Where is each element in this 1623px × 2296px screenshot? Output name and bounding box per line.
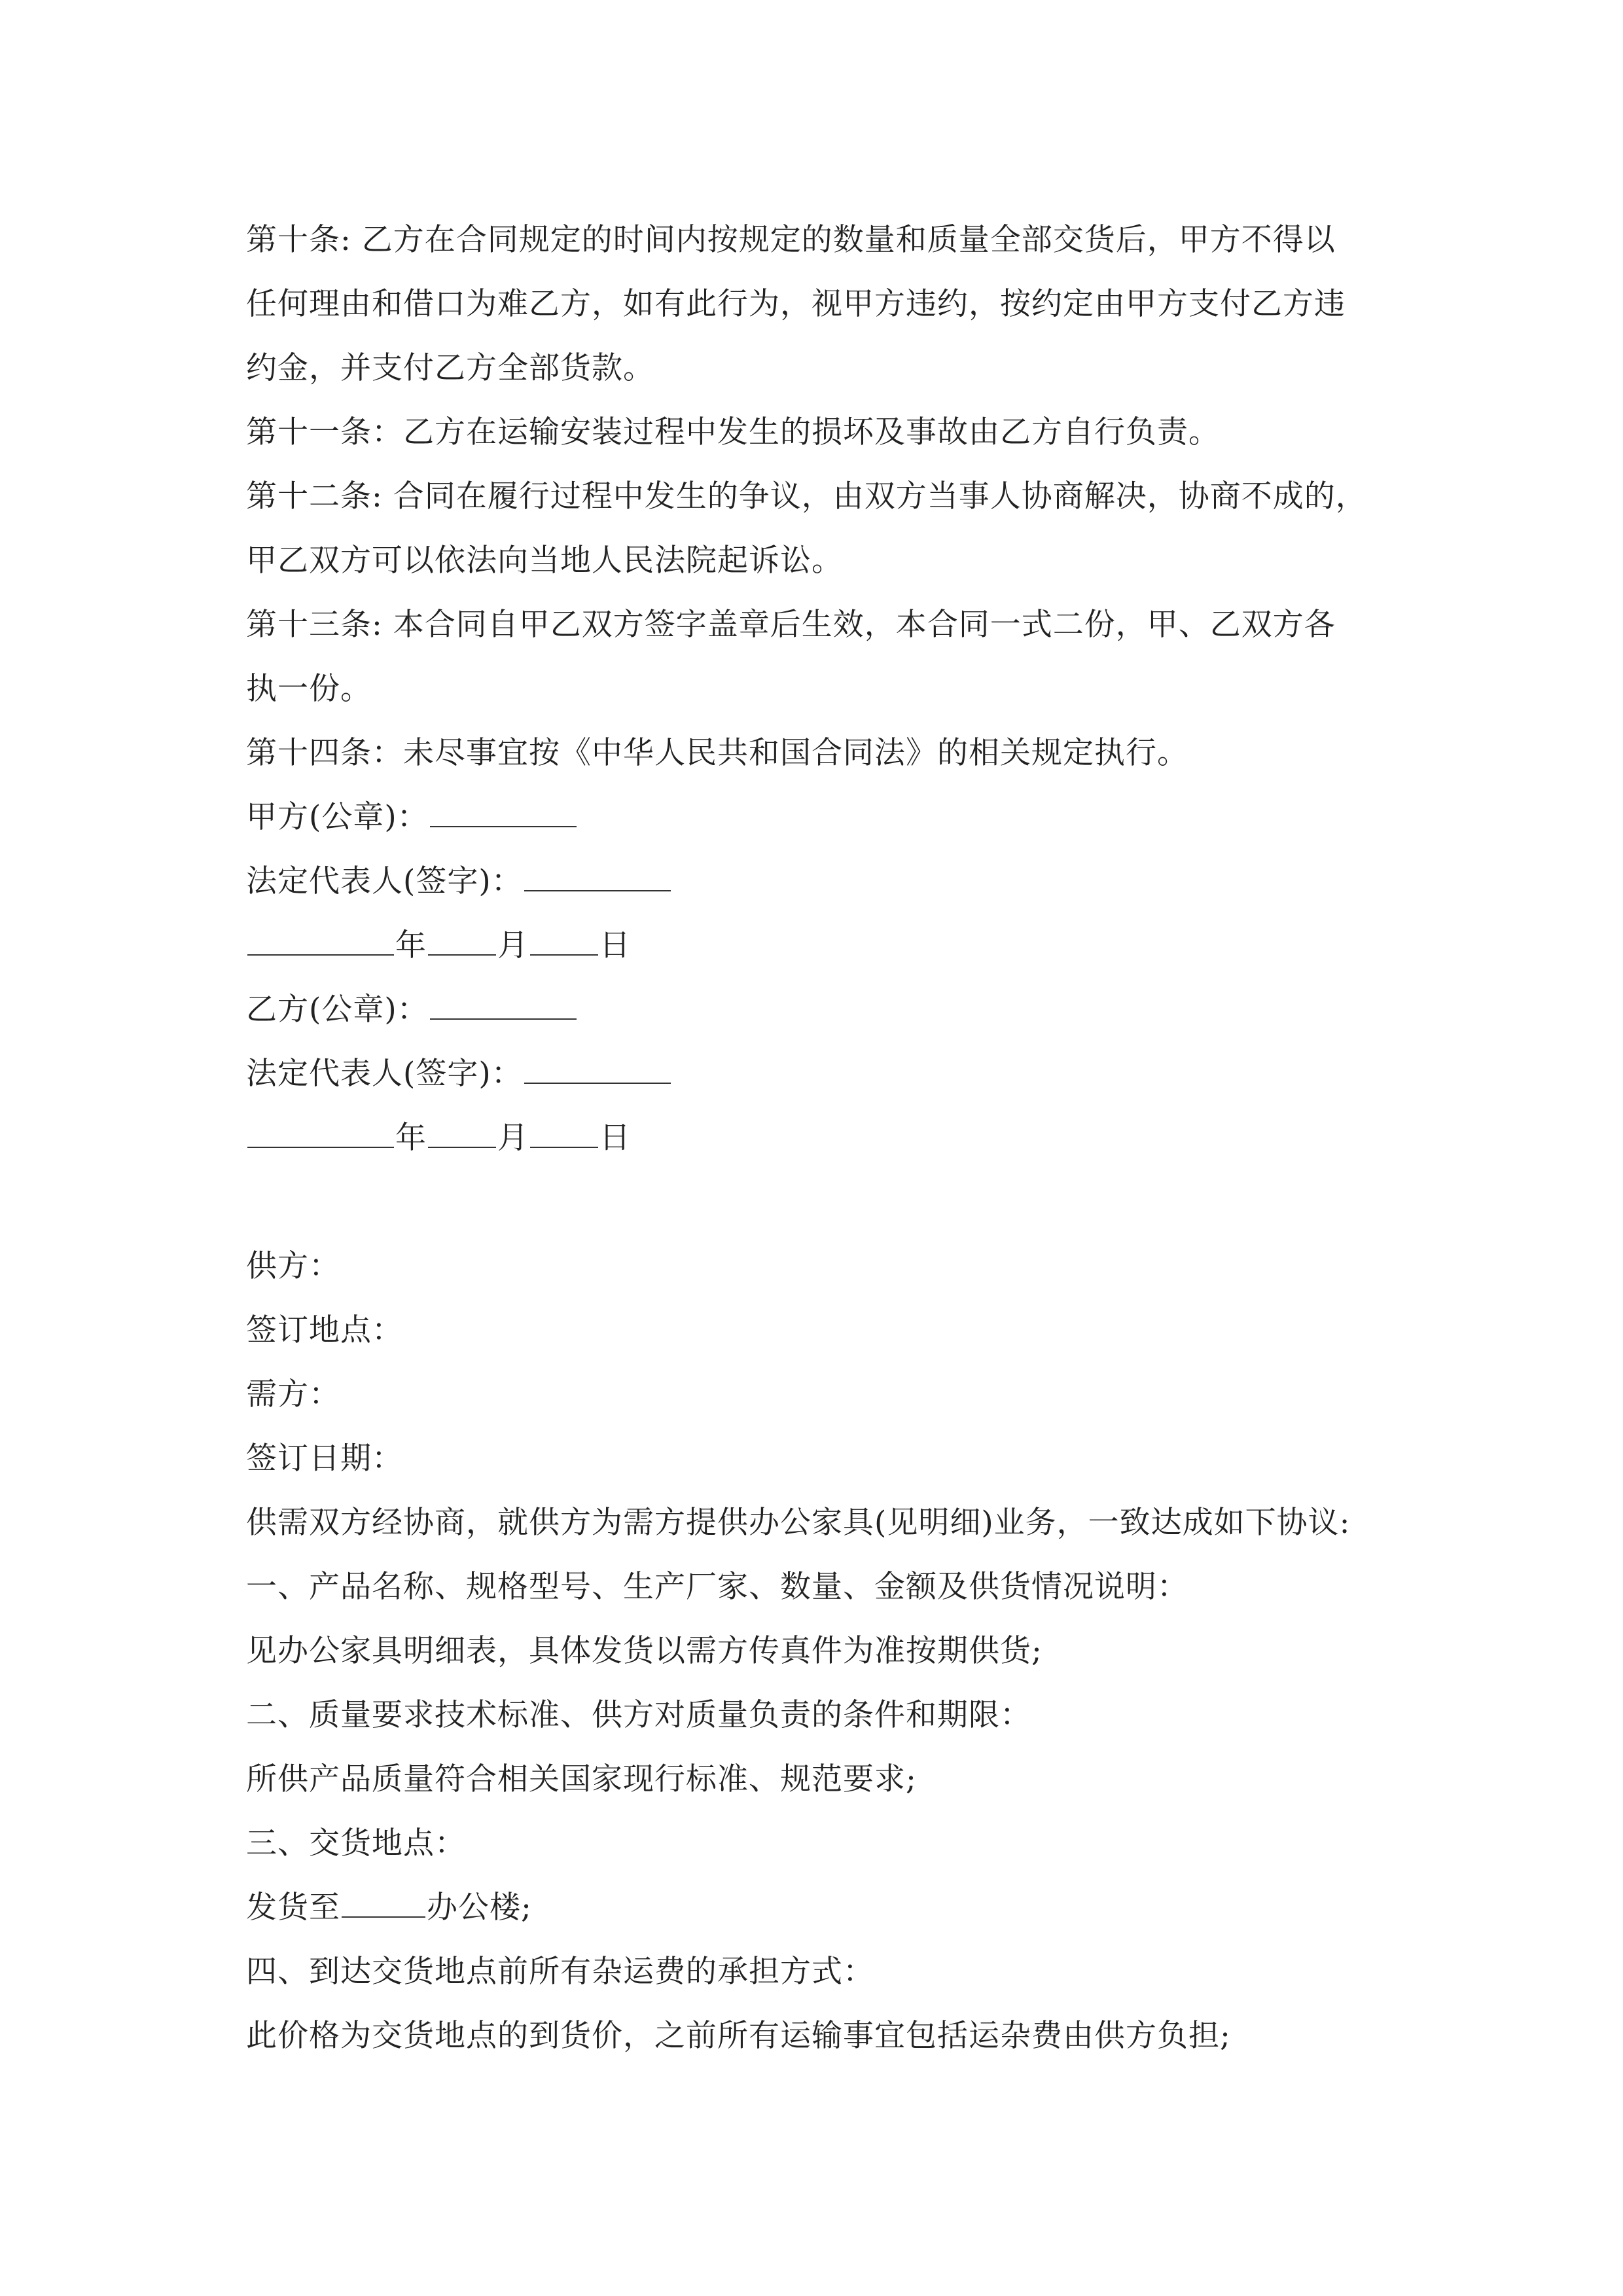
party-b-seal-label: 乙方(公章)：	[246, 992, 429, 1028]
party-b-legal-rep-blank[interactable]	[524, 1046, 671, 1084]
day-label: 日	[599, 927, 631, 963]
section-2-body: 所供产品质量符合相关国家现行标准、规范要求;	[246, 1761, 917, 1797]
agreement-intro: 供需双方经协商，就供方为需方提供办公家具(见明细)业务，一致达成如下协议:	[246, 1505, 1351, 1541]
section-4-title: 四、到达交货地点前所有杂运费的承担方式：	[246, 1954, 874, 1990]
sign-date-label: 签订日期：	[246, 1441, 403, 1477]
section-3-body	[246, 1876, 1385, 1940]
section-2-title: 二、质量要求技术标准、供方对质量负责的条件和期限：	[246, 1697, 1031, 1733]
section-1-body: 见办公家具明细表，具体发货以需方传真件为准按期供货;	[246, 1633, 1043, 1669]
article-10-line-1: 第十条: 乙方在合同规定的时间内按规定的数量和质量全部交货后，甲方不得以	[246, 222, 1336, 258]
party-a-legal-rep-blank[interactable]	[524, 853, 671, 891]
delivery-prefix: 发货至	[246, 1890, 340, 1926]
sign-place-label: 签订地点：	[246, 1312, 403, 1348]
article-13-line-2: 执一份。	[246, 671, 372, 707]
party-b-date-row	[246, 1106, 1385, 1170]
party-a-seal-label: 甲方(公章)：	[246, 799, 429, 835]
party-b-day-blank[interactable]	[530, 1110, 598, 1148]
section-3-title: 三、交货地点：	[246, 1825, 466, 1861]
section-1-title: 一、产品名称、规格型号、生产厂家、数量、金额及供货情况说明：	[246, 1569, 1188, 1605]
document-page	[246, 208, 1385, 2068]
supplier-label: 供方：	[246, 1248, 340, 1284]
day-label: 日	[599, 1120, 631, 1156]
year-label: 年	[395, 1120, 427, 1156]
article-12-line-2: 甲乙双方可以依法向当地人民法院起诉讼。	[246, 543, 843, 579]
party-a-date-row	[246, 914, 1385, 978]
article-13-line-1: 第十三条: 本合同自甲乙双方签字盖章后生效，本合同一式二份，甲、乙双方各	[246, 607, 1336, 643]
party-a-seal-row	[246, 785, 1385, 850]
party-a-legal-rep-row	[246, 850, 1385, 914]
party-b-seal-blank[interactable]	[430, 982, 577, 1020]
article-12-line-1: 第十二条: 合同在履行过程中发生的争议，由双方当事人协商解决，协商不成的，	[246, 478, 1367, 514]
party-a-legal-rep-label: 法定代表人(签字)：	[246, 863, 523, 899]
party-a-year-blank[interactable]	[247, 918, 394, 956]
party-a-month-blank[interactable]	[428, 918, 496, 956]
party-b-legal-rep-label: 法定代表人(签字)：	[246, 1056, 523, 1092]
party-b-year-blank[interactable]	[247, 1110, 394, 1148]
section-4-body: 此价格为交货地点的到货价，之前所有运输事宜包括运杂费由供方负担;	[246, 2018, 1231, 2054]
party-b-legal-rep-row	[246, 1042, 1385, 1106]
delivery-location-blank[interactable]	[342, 1880, 425, 1918]
article-11: 第十一条：乙方在运输安装过程中发生的损坏及事故由乙方自行负责。	[246, 414, 1220, 450]
party-a-seal-blank[interactable]	[430, 789, 577, 827]
month-label: 月	[497, 927, 529, 963]
article-14: 第十四条：未尽事宜按《中华人民共和国合同法》的相关规定执行。	[246, 735, 1188, 771]
article-10-line-3: 约金，并支付乙方全部货款。	[246, 350, 654, 386]
month-label: 月	[497, 1120, 529, 1156]
section-gap	[246, 1170, 1385, 1234]
party-b-seal-row	[246, 978, 1385, 1042]
party-b-month-blank[interactable]	[428, 1110, 496, 1148]
buyer-label: 需方：	[246, 1376, 340, 1412]
delivery-suffix: 办公楼;	[427, 1890, 532, 1926]
party-a-day-blank[interactable]	[530, 918, 598, 956]
year-label: 年	[395, 927, 427, 963]
article-10-line-2: 任何理由和借口为难乙方，如有此行为，视甲方违约，按约定由甲方支付乙方违	[246, 286, 1346, 322]
